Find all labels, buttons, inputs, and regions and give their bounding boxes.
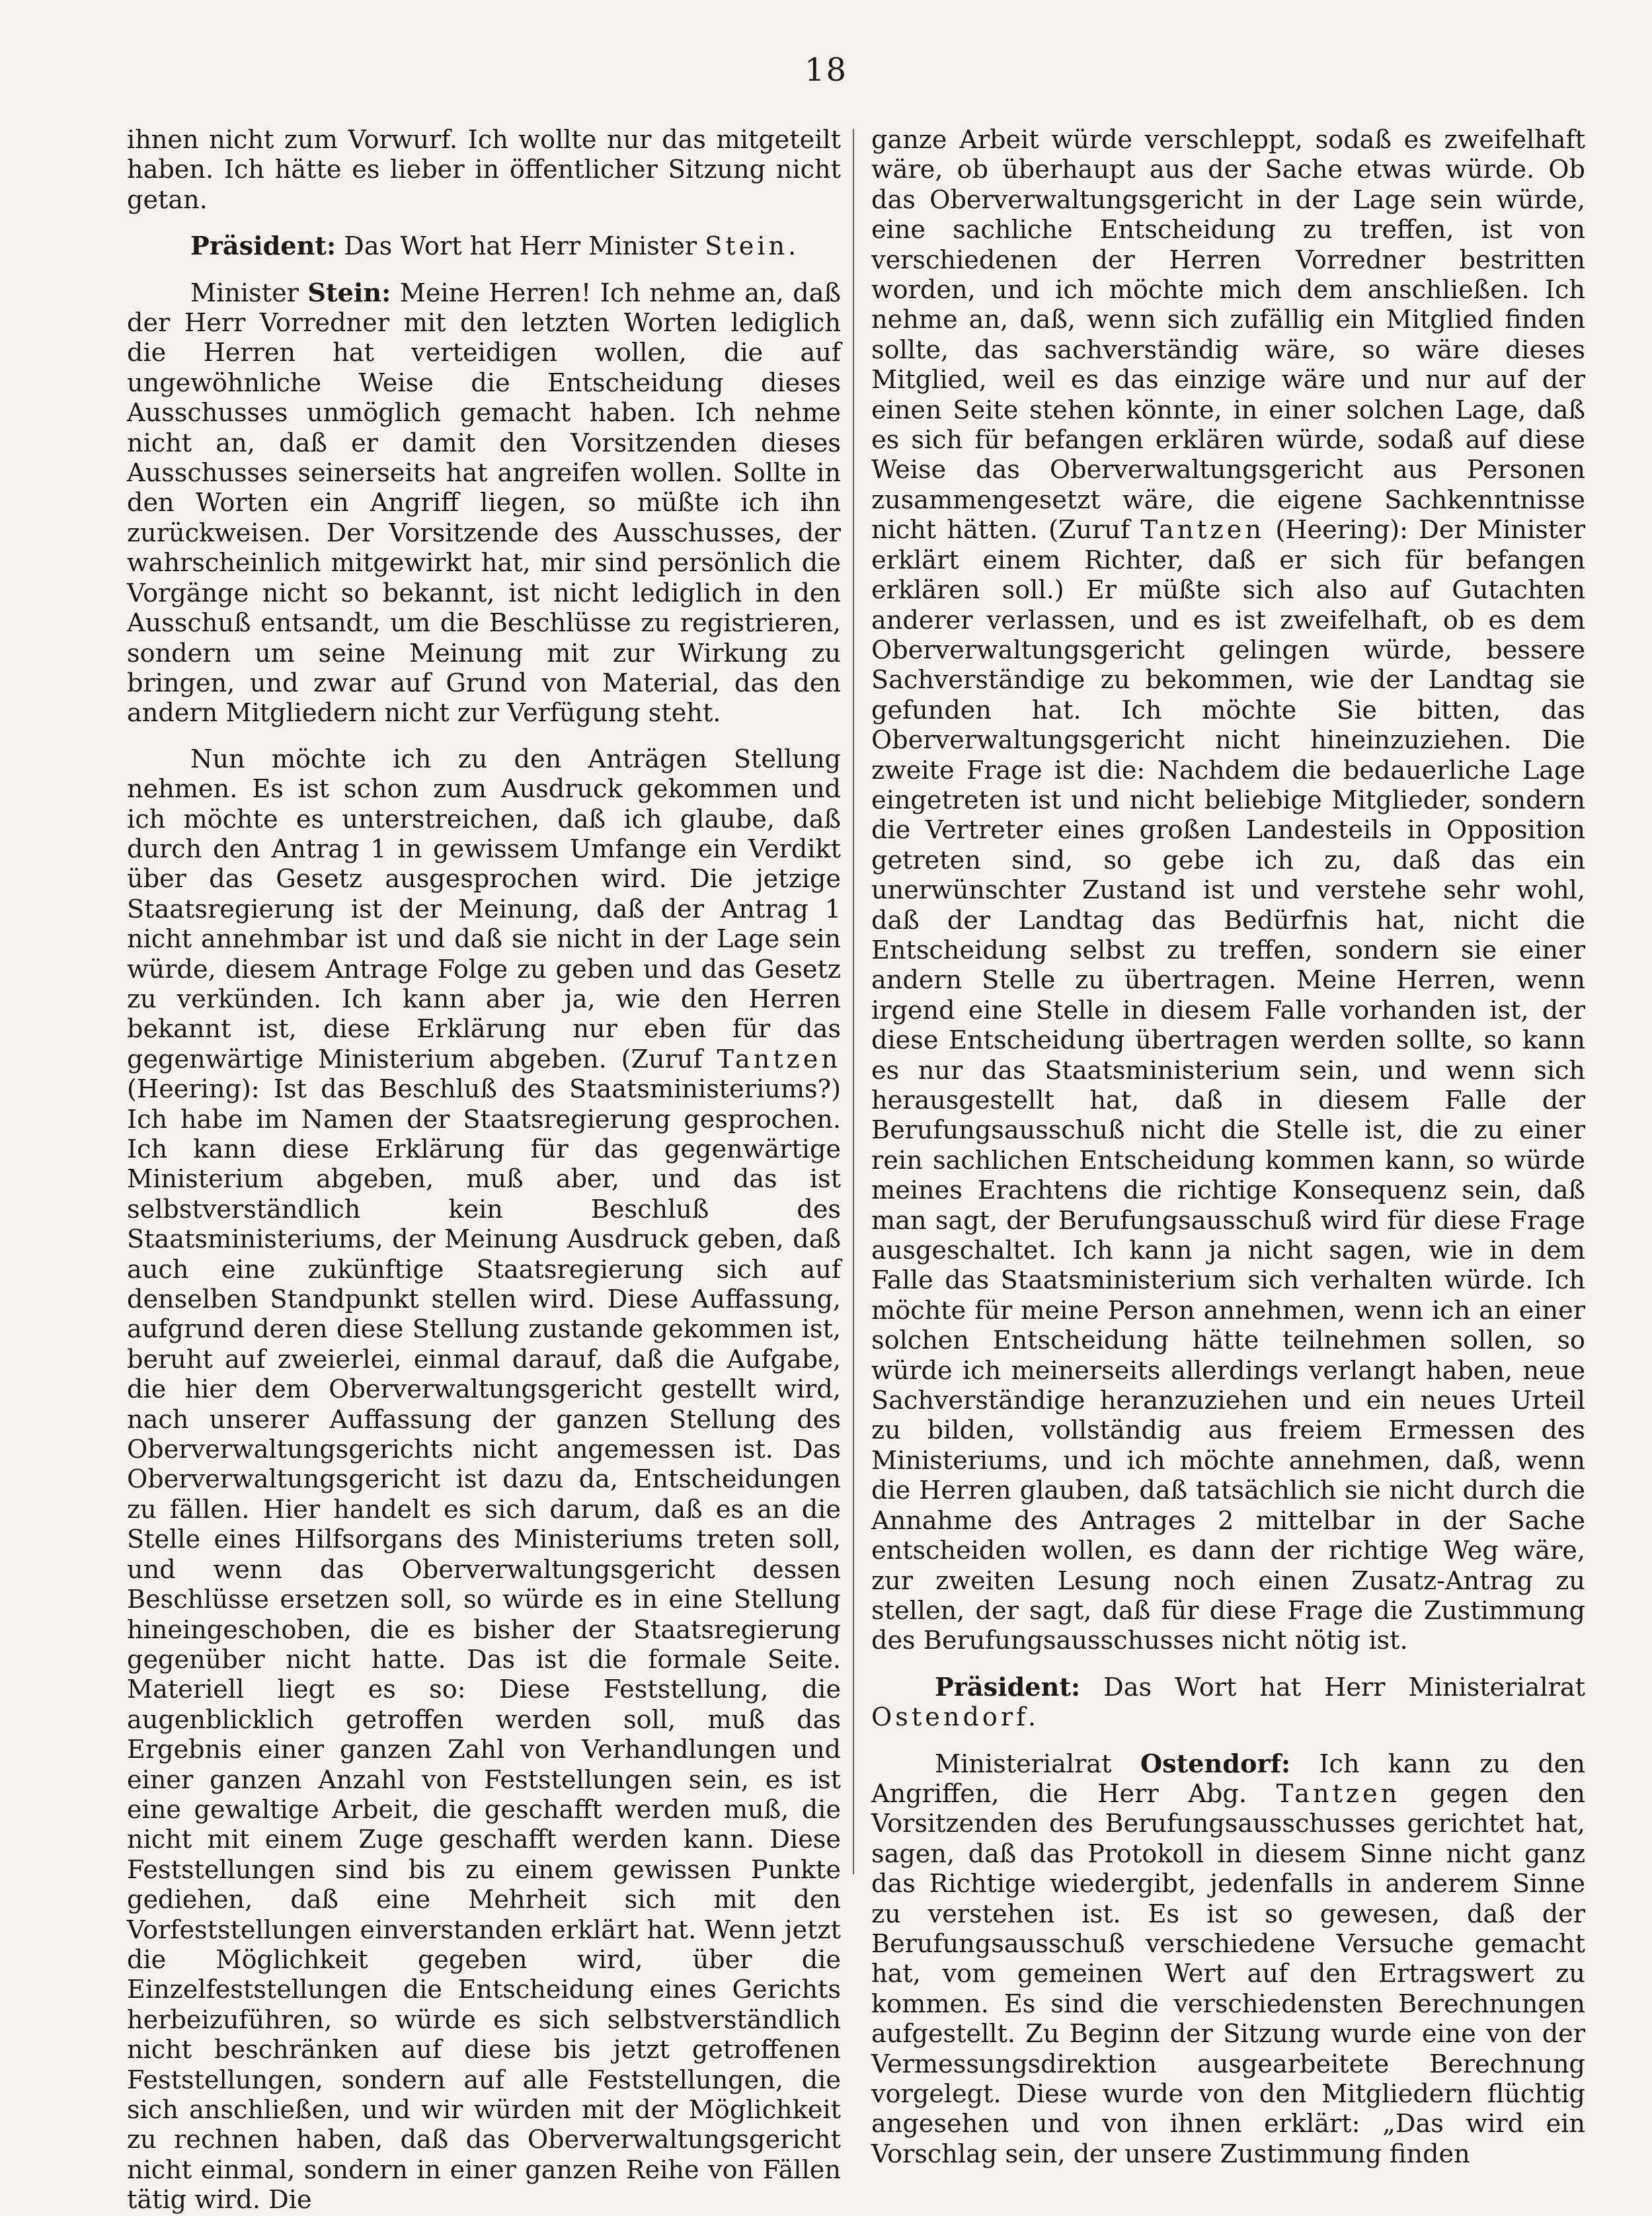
speaker-paragraph <box>127 231 841 262</box>
speaker-label: Ostendorf: <box>1140 1749 1291 1779</box>
speech-paragraph <box>871 1749 1585 2170</box>
paragraph-text: (Heering): Der Minister erklärt einem Richter, daß er sich für befangen erklären soll.) Er müßte sich also auf Gutachten anderer verlassen, und es ist zweifelhaft, ob es dem Oberverwaltungsgericht gelingen würde, bessere Sachverständige zu bekommen, wie der Landtag sie gefunden hat. Ich möchte Sie bitten, das Oberverwaltungsgericht nicht hineinzuziehen. Die zweite Frage ist die: Nachdem die bedauerliche Lage eingetreten ist und nicht beliebige Mitglieder, sondern die Vertreter eines großen Landesteils in Opposition getreten sind, so gebe ich zu, daß das ein unerwünschter Zustand ist und verstehe sehr wohl, daß der Landtag das Bedürfnis hat, nicht die Entscheidung selbst zu treffen, sondern sie einer andern Stelle zu übertragen. Meine Herren, wenn irgend eine Stelle in diesem Falle vorhanden ist, der diese Entscheidung übertragen werden sollte, so kann es nur das Staatsministerium sein, und wenn sich herausgestellt hat, daß in diesem Falle der Berufungsausschuß nicht die Stelle ist, die zu einer rein sachlichen Entscheidung kommen kann, so würde meines Erachtens die richtige Konsequenz sein, daß man sagt, der Berufungsausschuß wird für diese Frage ausgeschaltet. Ich kann ja nicht sagen, wie in dem Falle das Staatsministerium sich verhalten würde. Ich möchte für meine Person annehmen, wenn ich an einer solchen Entscheidung hätte teilnehmen sollen, so würde ich meinerseits allerdings verlangt haben, neue Sachverständige heranzuziehen und ein neues Urteil zu bilden, vollständig aus freiem Ermessen des Ministeriums, und ich möchte annehmen, daß, wenn die Herren glauben, daß tatsächlich sie nicht durch die Annahme des Antrages 2 mittelbar in der Sache entscheiden wollen, es dann der richtige Weg wäre, zur zweiten Lesung noch einen Zusatz-Antrag zu stellen, der sagt, daß für diese Frage die Zustimmung des Berufungsausschusses nicht nötig ist. <box>871 516 1585 1656</box>
paragraph-text: gegen den Vorsitzenden des Berufungsausschusses gerichtet hat, sagen, daß das Protokoll in diesem Sinne nicht ganz das Richtige wiedergibt, jedenfalls in anderem Sinne zu verstehen ist. Es ist so gewesen, daß der Berufungsausschuß verschiedene Versuche gemacht hat, vom gemeinen Wert auf den Ertragswert zu kommen. Es sind die verschiedensten Berechnungen aufgestellt. Zu Beginn der Sitzung wurde eine von der Vermessungsdirektion ausgearbeitete Berechnung vorgelegt. Diese wurde von den Mitgliedern flüchtig angesehen und von ihnen erklärt: „Das wird ein Vorschlag sein, der unsere Zustimmung finden <box>871 1779 1585 2169</box>
speaker-title: Ministerialrat <box>935 1749 1112 1779</box>
speaker-name: Ostendorf. <box>871 1703 1040 1733</box>
interjector-name: Tantzen <box>1140 516 1265 545</box>
speaker-name: Stein. <box>705 232 800 262</box>
paragraph-text: Meine Herren! Ich nehme an, daß der Herr Vorredner mit den letzten Worten lediglich die Herren hat verteidigen wollen, die auf ungewöhnliche Weise die Entscheidung dieses Ausschusses unmöglich gemacht haben. Ich nehme nicht an, daß er damit den Vorsitzenden dieses Ausschusses seinerseits hat angreifen wollen. Sollte in den Worten ein Angriff liegen, so müßte ich ihn zurückweisen. Der Vorsitzende des Ausschusses, der wahrscheinlich mitgewirkt hat, mir sind persönlich die Vorgänge nicht so bekannt, ist nicht lediglich in den Ausschuß entsandt, um die Beschlüsse zu registrieren, sondern um seine Meinung mit zur Wirkung zu bringen, und zwar auf Grund von Material, das den andern Mitgliedern nicht zur Verfügung steht. <box>127 278 842 729</box>
paragraph <box>871 126 1585 1657</box>
paragraph-text: ganze Arbeit würde verschleppt, sodaß es zweifelhaft wäre, ob überhaupt aus der Sache etwas würde. Ob das Oberverwaltungsgericht in der Lage sein würde, eine sachliche Entscheidung zu treffen, ist von verschiedenen der Herren Vorredner bestritten worden, und ich möchte mich dem anschließen. Ich nehme an, daß, wenn sich zufällig ein Mitglied finden sollte, das sachverständig wäre, so wäre dieses Mitglied, weil es das einzige wäre und nur auf der einen Seite stehen könnte, in einer solchen Lage, daß es sich für befangen erklären würde, sodaß auf diese Weise das Oberverwaltungsgericht aus Personen zusammengesetzt wäre, die eigene Sachkenntnisse nicht hätten. (Zuruf <box>871 126 1585 545</box>
interjector-name: Tantzen <box>717 1045 841 1074</box>
speaker-label: Präsident: <box>190 231 336 262</box>
paragraph-text: Ich kann zu den Angriffen, die Herr Abg. <box>871 1749 1585 1809</box>
speaker-title: Minister <box>190 278 299 308</box>
column-divider <box>853 129 854 1874</box>
paragraph-text: Das Wort hat Herr Ministerialrat <box>1103 1673 1585 1702</box>
person-name: Tantzen <box>1276 1779 1401 1809</box>
paragraph <box>127 745 841 2216</box>
right-column <box>871 126 1585 2170</box>
speaker-paragraph <box>871 1673 1585 1733</box>
paragraph: ihnen nicht zum Vorwurf. Ich wollte nur das mitgeteilt haben. Ich hätte es lieber in öffentlicher Sitzung nicht getan. <box>127 126 841 215</box>
page-number: 18 <box>804 52 848 89</box>
speech-paragraph <box>127 278 841 729</box>
paragraph-text: Nun möchte ich zu den Anträgen Stellung nehmen. Es ist schon zum Ausdruck gekommen und ich möchte es unterstreichen, daß ich glaube, daß durch den Antrag 1 in gewissem Umfange ein Verdikt über das Gesetz ausgesprochen wird. Die jetzige Staatsregierung ist der Meinung, daß der Antrag 1 nicht annehmbar ist und daß sie nicht in der Lage sein würde, diesem Antrage Folge zu geben und das Gesetz zu verkünden. Ich kann aber ja, wie den Herren bekannt ist, diese Erklärung nur eben für das gegenwärtige Ministerium abgeben. (Zuruf <box>127 744 841 1074</box>
left-column <box>127 126 841 2216</box>
speaker-label: Präsident: <box>935 1672 1081 1702</box>
paragraph-text: Das Wort hat Herr Minister <box>344 232 697 262</box>
paragraph-text: (Heering): Ist das Beschluß des Staatsministeriums?) Ich habe im Namen der Staatsregierung gesprochen. Ich kann diese Erklärung für das gegenwärtige Ministerium abgeben, muß aber, und das ist selbstverständlich kein Beschluß des Staatsministeriums, der Meinung Ausdruck geben, daß auch eine zukünftige Staatsregierung sich auf denselben Standpunkt stellen wird. Diese Auffassung, aufgrund deren diese Stellung zustande gekommen ist, beruht auf zweierlei, einmal darauf, daß die Aufgabe, die hier dem Oberverwaltungsgericht gestellt wird, nach unserer Auffassung der ganzen Stellung des Oberverwaltungsgerichts nicht angemessen ist. Das Oberverwaltungsgericht ist dazu da, Entscheidungen zu fällen. Hier handelt es sich darum, daß es an die Stelle eines Hilfsorgans des Ministeriums treten soll, und wenn das Oberverwaltungsgericht dessen Beschlüsse ersetzen soll, so würde es in eine Stellung hineingeschoben, die es bisher der Staatsregierung gegenüber nicht hatte. Das ist die formale Seite. Materiell liegt es so: Diese Feststellung, die augenblicklich getroffen werden soll, muß das Ergebnis einer ganzen Zahl von Verhandlungen und einer ganzen Anzahl von Feststellungen sein, es ist eine gewaltige Arbeit, die geschafft werden muß, die nicht mit einem Zuge geschafft werden kann. Diese Feststellungen sind bis zu einem gewissen Punkte gediehen, daß eine Mehrheit sich mit den Vorfeststellungen einverstanden erklärt hat. Wenn jetzt die Möglichkeit gegeben wird, über die Einzelfeststellungen die Entscheidung eines Gerichts herbeizuführen, so würde es sich selbstverständlich nicht beschränken auf diese bis jetzt getroffenen Feststellungen, sondern auf alle Feststellungen, die sich anschließen, und wir würden mit der Möglichkeit zu rechnen haben, daß das Oberverwaltungsgericht nicht einmal, sondern in einer ganzen Reihe von Fällen tätig wird. Die <box>127 1075 841 2215</box>
speaker-label: Stein: <box>307 278 391 308</box>
